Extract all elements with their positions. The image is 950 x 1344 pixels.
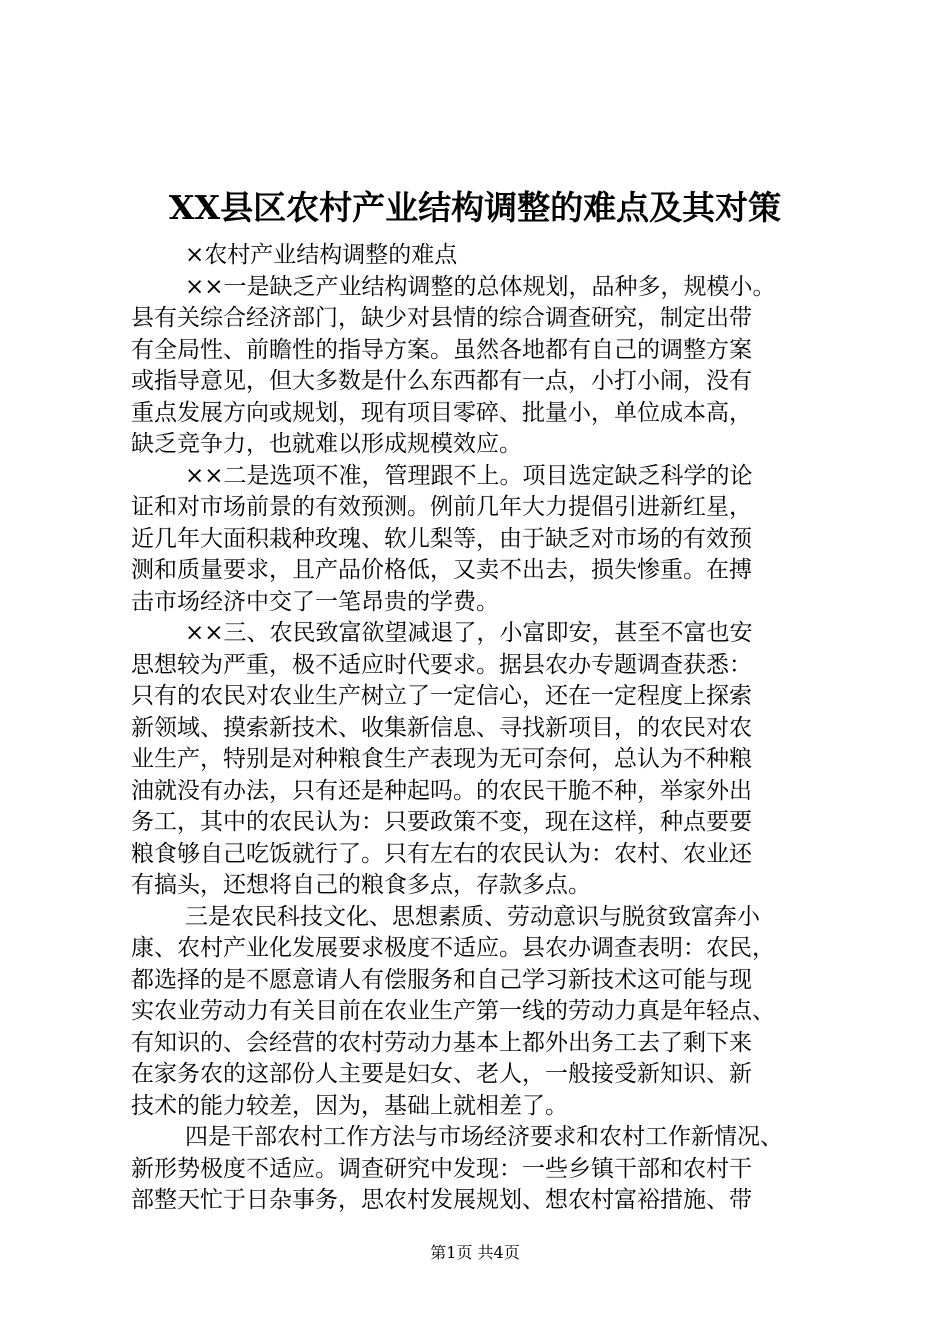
- paragraph-line: 或指导意见，但大多数是什么东西都有一点，小打小闹，没有: [131, 368, 752, 394]
- paragraph-line: 重点发展方向或规划，现有项目零碎、批量小，单位成本高，: [131, 399, 752, 426]
- paragraph-line: 新形势极度不适应。调查研究中发现：一些乡镇干部和农村干: [131, 1155, 752, 1182]
- paragraph-line: ××一是缺乏产业结构调整的总体规划，品种多，规模小。: [185, 273, 776, 300]
- paragraph-line: 测和质量要求，且产品价格低，又卖不出去，损失惨重。在搏: [131, 557, 752, 583]
- paragraph-line: 有全局性、前瞻性的指导方案。虽然各地都有自己的调整方案: [131, 336, 752, 363]
- paragraph-line: 有知识的、会经营的农村劳动力基本上都外出务工去了剩下来: [131, 1029, 752, 1056]
- paragraph-line: 四是干部农村工作方法与市场经济要求和农村工作新情况、: [185, 1124, 783, 1150]
- section-heading: ×农村产业结构调整的难点: [185, 242, 458, 268]
- paragraph-line: 油就没有办法，只有还是种起吗。的农民干脆不种，举家外出: [131, 777, 752, 804]
- paragraph-line: 康、农村产业化发展要求极度不适应。县农办调查表明：农民，: [131, 935, 775, 961]
- paragraph-line: 务工，其中的农民认为：只要政策不变，现在这样，种点要要: [131, 809, 752, 835]
- paragraph-line: 思想较为严重，极不适应时代要求。据县农办专题调查获悉：: [131, 651, 752, 678]
- paragraph-line: 实农业劳动力有关目前在农业生产第一线的劳动力真是年轻点、: [131, 998, 775, 1024]
- paragraph-line: 有搞头，还想将自己的粮食多点，存款多点。: [131, 872, 591, 898]
- paragraph-line: 证和对市场前景的有效预测。例前几年大力提倡引进新红星，: [131, 494, 752, 520]
- paragraph-line: 业生产，特别是对种粮食生产表现为无可奈何，总认为不种粮: [131, 746, 752, 772]
- paragraph-line: 只有的农民对农业生产树立了一定信心，还在一定程度上探索: [131, 683, 752, 709]
- paragraph-line: 粮食够自己吃饭就行了。只有左右的农民认为：农村、农业还: [131, 840, 752, 867]
- paragraph-line: 缺乏竞争力，也就难以形成规模效应。: [131, 431, 522, 457]
- paragraph-line: 击市场经济中交了一笔昂贵的学费。: [131, 588, 499, 615]
- paragraph-line: 县有关综合经济部门，缺少对县情的综合调查研究，制定出带: [131, 305, 752, 331]
- paragraph-line: 技术的能力较差，因为，基础上就相差了。: [131, 1092, 568, 1119]
- paragraph-line: 新领域、摸索新技术、收集新信息、寻找新项目，的农民对农: [131, 714, 752, 741]
- document-title: XX县区农村产业结构调整的难点及其对策: [168, 188, 782, 227]
- paragraph-line: ××三、农民致富欲望减退了，小富即安，甚至不富也安: [185, 620, 753, 646]
- paragraph-line: 都选择的是不愿意请人有偿服务和自己学习新技术这可能与现: [131, 966, 752, 993]
- paragraph-line: ××二是选项不准，管理跟不上。项目选定缺乏科学的论: [185, 462, 753, 489]
- paragraph-line: 部整天忙于日杂事务，思农村发展规划、想农村富裕措施、带: [131, 1187, 752, 1213]
- paragraph-line: 近几年大面积栽种玫瑰、软儿梨等，由于缺乏对市场的有效预: [131, 525, 752, 552]
- page-number-footer: 第1页 共4页: [430, 1243, 520, 1262]
- document-body: [131, 240, 831, 1217]
- paragraph-line: 在家务农的这部份人主要是妇女、老人，一般接受新知识、新: [131, 1061, 752, 1087]
- paragraph-line: 三是农民科技文化、思想素质、劳动意识与脱贫致富奔小: [185, 903, 760, 930]
